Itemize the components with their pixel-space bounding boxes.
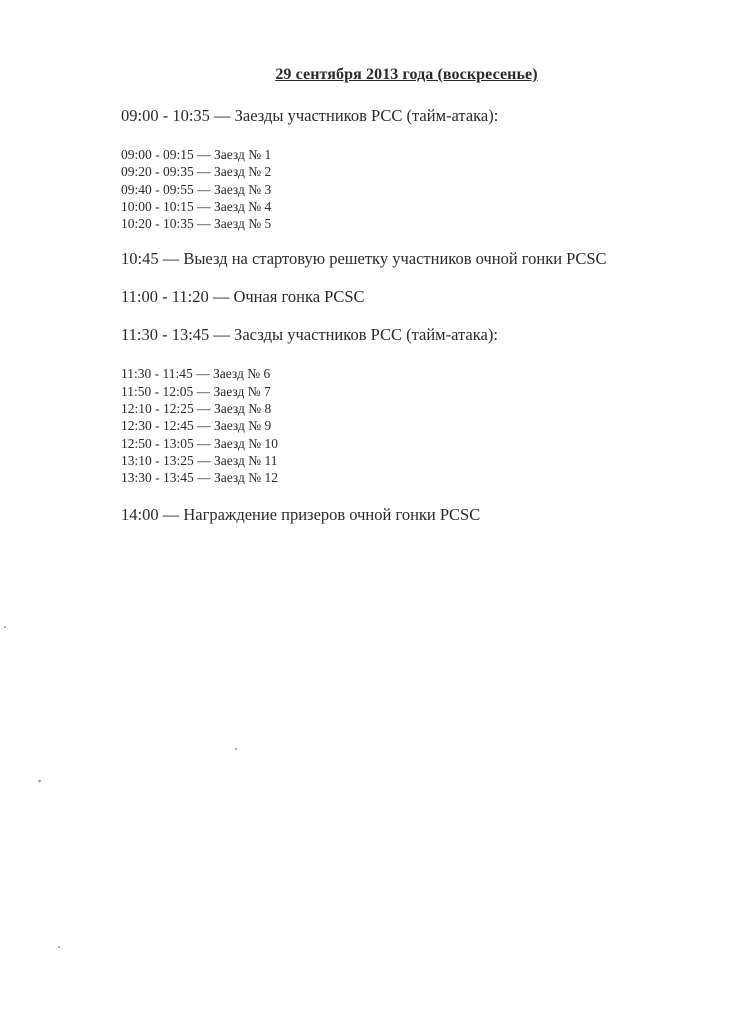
list-item: 09:20 - 09:35 — Заезд № 2 (121, 164, 272, 180)
list-item: 10:20 - 10:35 — Заезд № 5 (121, 216, 272, 232)
scan-speck (58, 946, 60, 948)
list-item: 11:50 - 12:05 — Заезд № 7 (121, 383, 271, 399)
race-line: 11:00 - 11:20 — Очная гонка PCSC (121, 287, 365, 307)
scan-speck (235, 748, 237, 750)
list-item: 12:50 - 13:05 — Заезд № 10 (121, 435, 278, 451)
list-item: 09:00 - 09:15 — Заезд № 1 (121, 147, 272, 162)
list-item: 13:10 - 13:25 — Заезд № 11 (121, 452, 278, 468)
awards-line: 14:00 — Награждение призеров очной гонки PCSC (121, 504, 481, 524)
block1-heading: 09:00 - 10:35 — Заезды участников РСС (тайм-атака): (121, 106, 499, 125)
schedule (121, 106, 721, 525)
block1-list (121, 146, 721, 232)
list-item: 12:10 - 12:25 — Заезд № 8 (121, 401, 272, 417)
list-item: 10:00 - 10:15 — Заезд № 4 (121, 198, 272, 214)
list-item: 12:30 - 12:45 — Заезд № 9 (121, 418, 272, 434)
scan-speck (4, 626, 6, 628)
block2-list (121, 365, 721, 486)
start-grid-line: 10:45 — Выезд на стартовую решетку участников очной гонки PCSC (121, 249, 607, 269)
page-title: 29 сентября 2013 года (воскресенье) (275, 66, 538, 83)
list-item: 09:40 - 09:55 — Заезд № 3 (121, 181, 272, 197)
list-item: 13:30 - 13:45 — Заезд № 12 (121, 470, 278, 486)
list-item: 11:30 - 11:45 — Заезд № 6 (121, 366, 271, 382)
scan-speck (38, 779, 42, 782)
block2-heading: 11:30 - 13:45 — Засзды участников РСС (тайм-атака): (121, 325, 498, 345)
